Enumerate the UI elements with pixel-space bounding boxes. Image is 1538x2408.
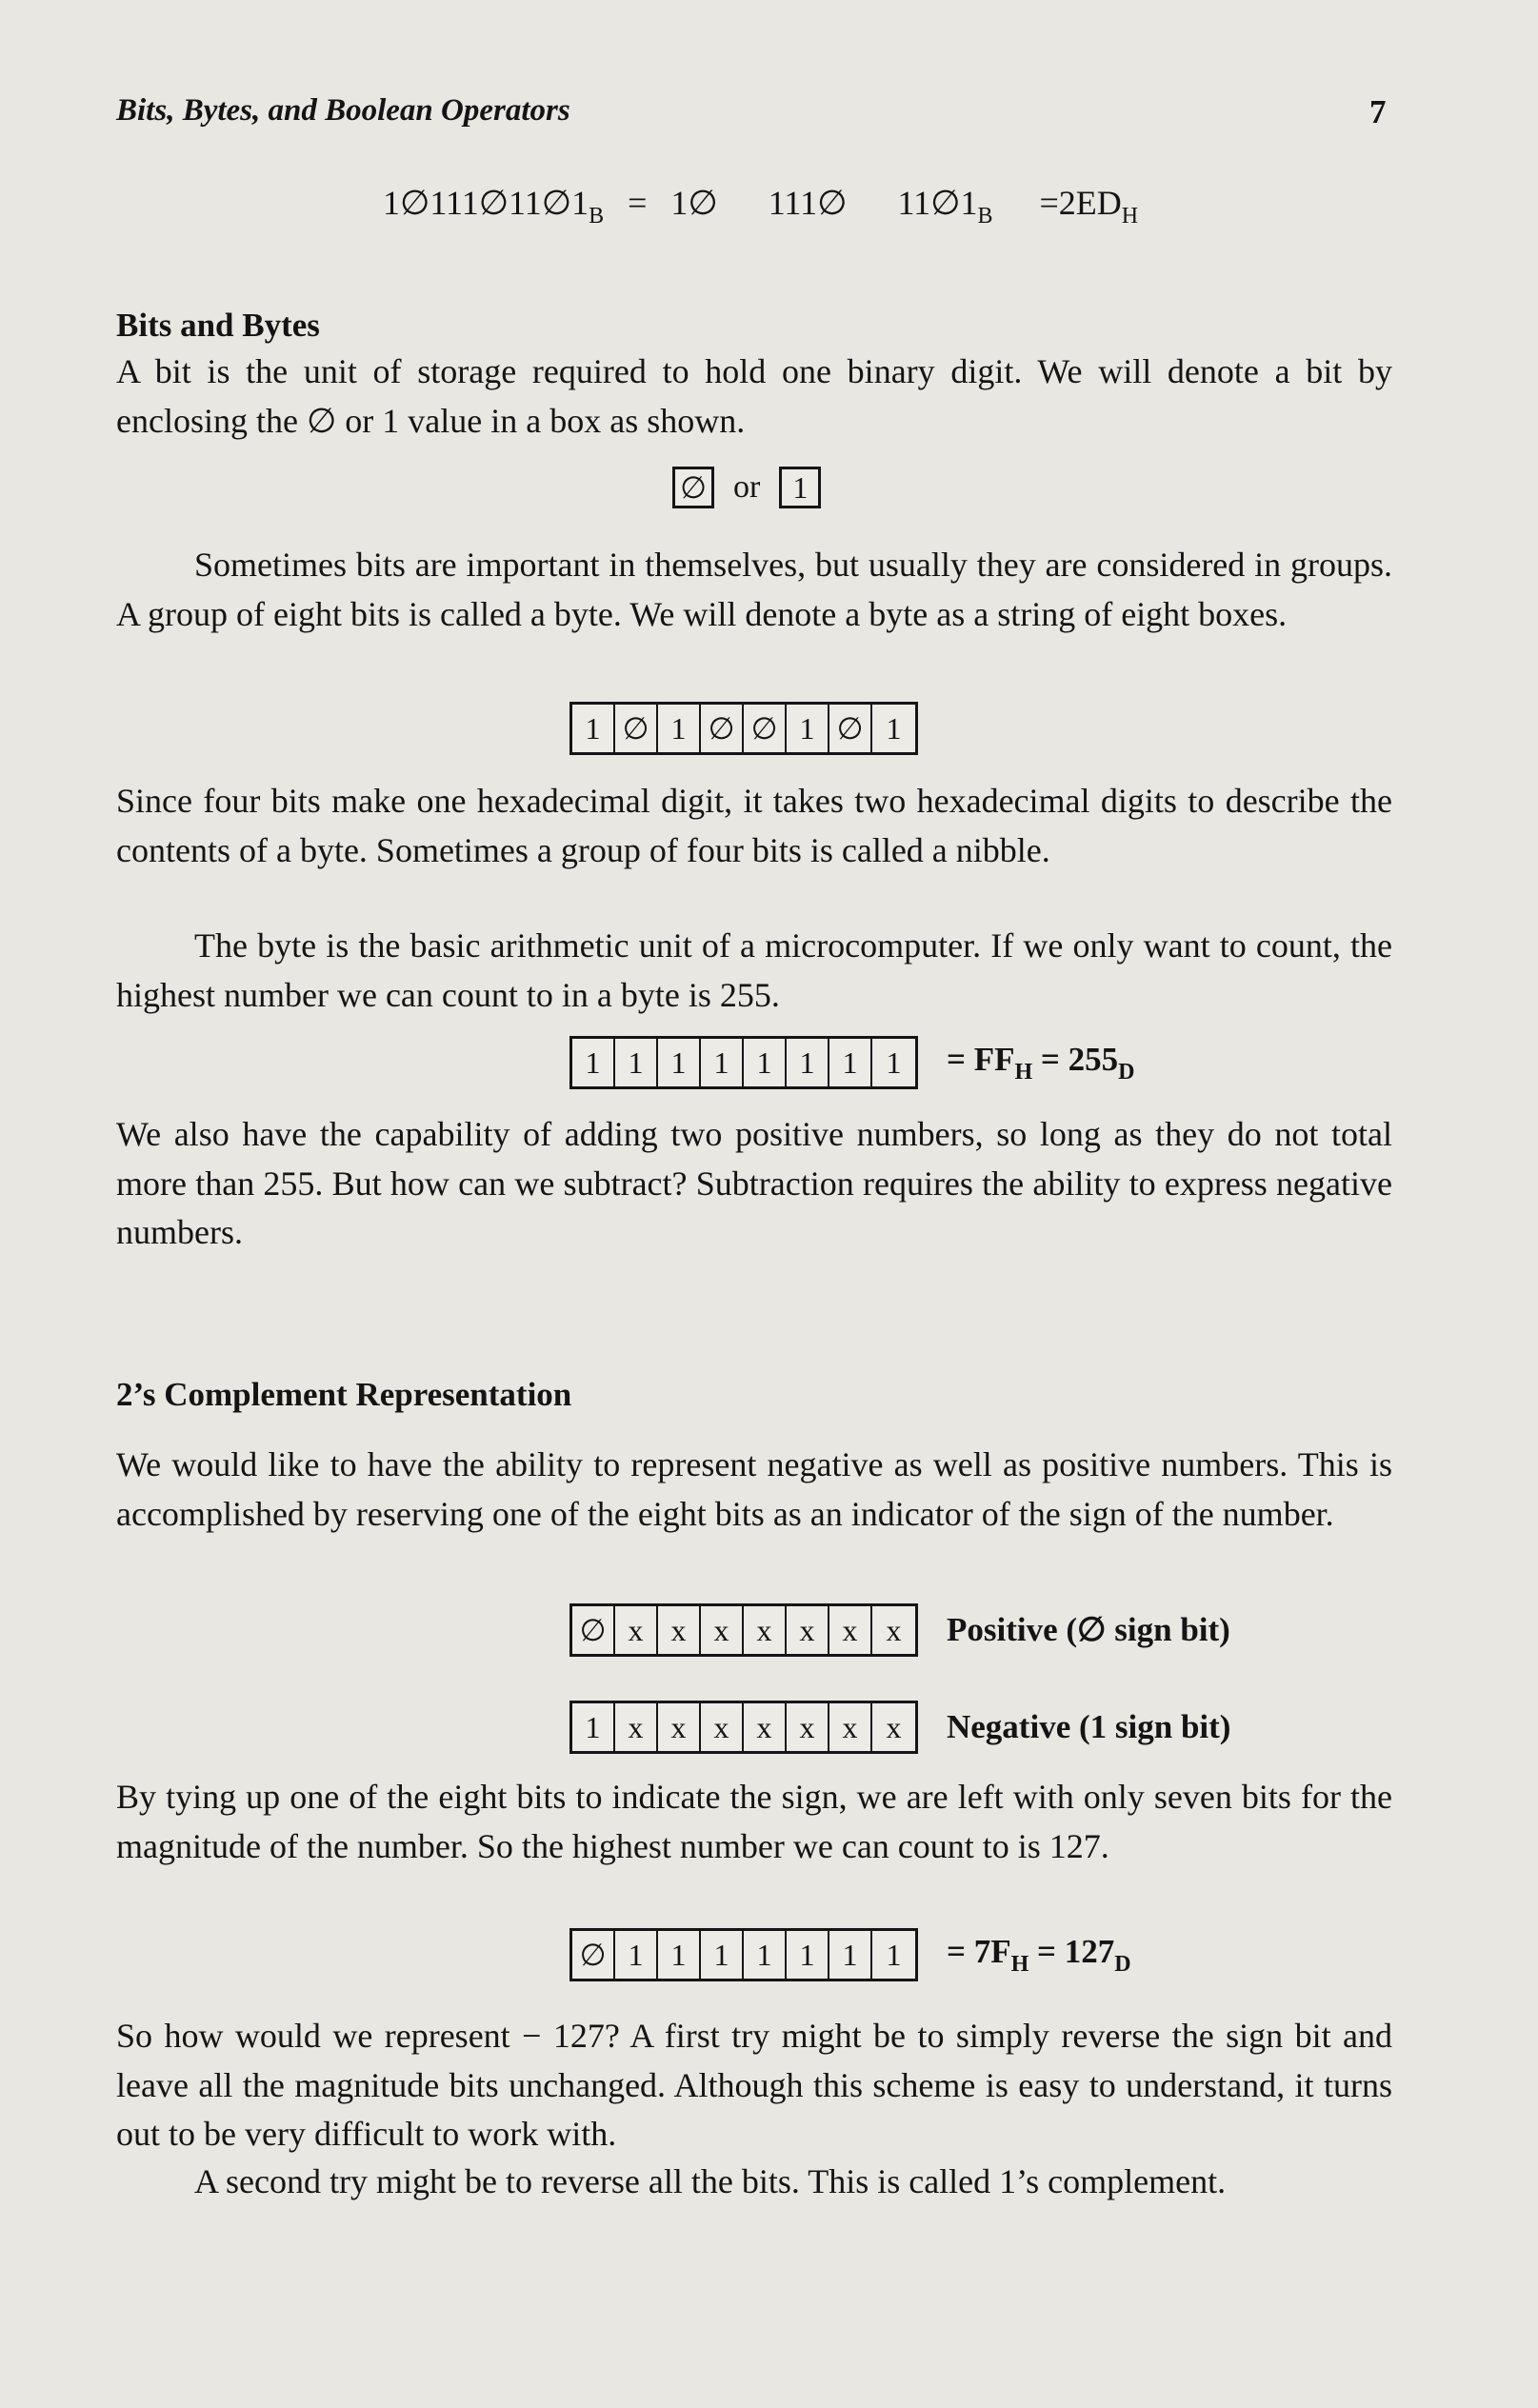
running-title: Bits, Bytes, and Boolean Operators	[116, 93, 570, 128]
bit-cell: 1	[829, 1039, 872, 1086]
paragraph-bit-definition: A bit is the unit of storage required to hold one binary digit. We will denote a bit by enclosing the ∅ or 1 value in a box as shown.	[116, 352, 1392, 440]
or-word: or	[733, 469, 761, 505]
equals-sign: =	[628, 184, 648, 222]
max-positive-byte	[569, 1928, 918, 1981]
decimal-255: = 255	[1032, 1040, 1119, 1078]
bit-cell: x	[787, 1606, 829, 1654]
bit-box-examples	[672, 467, 821, 508]
binary-group-1: 1∅	[670, 184, 718, 222]
bit-cell: 1	[787, 705, 829, 752]
bit-cell: ∅	[701, 705, 744, 752]
hex-7f-subscript: H	[1010, 1951, 1029, 1977]
positive-byte-row	[569, 1603, 1230, 1657]
max-byte-row	[569, 1036, 1134, 1089]
hex-result: =2ED	[1039, 184, 1122, 222]
decimal-127: = 127	[1029, 1932, 1115, 1970]
positive-label: Positive (∅ sign bit)	[947, 1611, 1230, 1648]
bit-cell: 1	[886, 1045, 902, 1080]
hex-ff-subscript: H	[1014, 1059, 1033, 1085]
bit-cell: 1	[886, 1938, 902, 1972]
bit-cell: ∅	[615, 705, 658, 752]
negative-byte-row	[569, 1701, 1230, 1754]
byte-example-row	[569, 702, 918, 755]
bit-cell: x	[615, 1606, 658, 1654]
bit-cell: 1	[744, 1039, 787, 1086]
bit-cell: ∅	[572, 1931, 615, 1979]
positive-byte	[569, 1603, 918, 1657]
bit-cell: ∅	[572, 1606, 615, 1654]
paragraph-negative-127: So how would we represent − 127? A first try might be to simply reverse the sign bit and leave all the magnitude bits unchanged. Although this scheme is easy to understand, it turns out to be very difficult to work with.	[116, 2017, 1392, 2153]
bit-cell: x	[701, 1606, 744, 1654]
section-heading-bits-bytes: Bits and Bytes	[116, 307, 320, 344]
paragraph-subtraction: We also have the capability of adding two positive numbers, so long as they do not total more than 255. But how can we subtract? Subtraction requires the ability to express negative numbers.	[116, 1115, 1392, 1251]
bit-cell: 1	[701, 1039, 744, 1086]
max-byte	[569, 1036, 918, 1089]
binary-group-3: 11∅1	[897, 184, 978, 222]
hex-7f: = 7F	[947, 1932, 1011, 1970]
decimal-127-subscript: D	[1114, 1951, 1131, 1977]
bit-cell: x	[658, 1703, 701, 1751]
bit-cell: 1	[615, 1039, 658, 1086]
bit-cell: 1	[658, 1931, 701, 1979]
bit-cell: x	[744, 1606, 787, 1654]
negative-label: Negative (1 sign bit)	[947, 1708, 1231, 1745]
bit-cell: x	[829, 1703, 872, 1751]
bit-cell: x	[787, 1703, 829, 1751]
bit-cell: ∅	[744, 705, 787, 752]
max-positive-equation	[947, 1933, 1131, 1978]
bit-cell: 1	[615, 1931, 658, 1979]
bit-cell: 1	[658, 705, 701, 752]
binary-to-hex-equation	[383, 183, 1138, 229]
max-positive-row	[569, 1928, 1131, 1981]
bit-cell: 1	[572, 1039, 615, 1086]
bit-box-zero: ∅	[672, 467, 714, 508]
bit-cell: x	[658, 1606, 701, 1654]
bit-cell: 1	[572, 705, 615, 752]
hex-ff: = FF	[947, 1040, 1015, 1078]
bit-cell: 1	[572, 1703, 615, 1751]
section-heading-twos-complement: 2’s Complement Representation	[116, 1376, 572, 1413]
binary-group-2: 111∅	[768, 184, 848, 222]
bit-cell: x	[744, 1703, 787, 1751]
paragraph-magnitude: By tying up one of the eight bits to indicate the sign, we are left with only seven bits for the magnitude of the number. So the highest number we can count to is 127.	[116, 1778, 1392, 1865]
paragraph-byte-definition: Sometimes bits are important in themselves, but usually they are considered in groups. A group of eight bits is called a byte. We will denote a byte as a string of eight boxes.	[116, 546, 1392, 633]
bit-cell: 1	[701, 1931, 744, 1979]
byte-example	[569, 702, 918, 755]
bit-cell: x	[886, 1710, 902, 1744]
bit-cell: 1	[886, 711, 902, 746]
paragraph-byte-count: The byte is the basic arithmetic unit of a microcomputer. If we only want to count, the highest number we can count to in a byte is 255.	[116, 926, 1392, 1014]
binary-value: 1∅111∅11∅1	[383, 184, 589, 222]
hex-subscript: H	[1121, 204, 1139, 229]
binary-subscript: B	[589, 204, 605, 229]
negative-byte	[569, 1701, 918, 1754]
bit-cell: x	[615, 1703, 658, 1751]
bit-cell: x	[829, 1606, 872, 1654]
max-byte-equation	[947, 1041, 1134, 1085]
paragraph-nibble: Since four bits make one hexadecimal digit, it takes two hexadecimal digits to describe the contents of a byte. Sometimes a group of four bits is called a nibble.	[116, 782, 1392, 869]
page-number: 7	[1369, 93, 1387, 130]
bit-cell: 1	[787, 1931, 829, 1979]
bit-cell: 1	[787, 1039, 829, 1086]
paragraph-ones-complement: A second try might be to reverse all the bits. This is called 1’s complement.	[194, 2162, 1227, 2200]
decimal-255-subscript: D	[1118, 1059, 1135, 1085]
bit-cell: x	[701, 1703, 744, 1751]
bit-cell: ∅	[829, 705, 872, 752]
bit-box-one: 1	[779, 467, 821, 508]
binary-group-subscript: B	[977, 204, 993, 229]
bit-cell: 1	[829, 1931, 872, 1979]
bit-cell: 1	[658, 1039, 701, 1086]
bit-cell: x	[886, 1613, 902, 1647]
paragraph-sign-bit: We would like to have the ability to represent negative as well as positive numbers. This is accomplished by reserving one of the eight bits as an indicator of the sign of the number.	[116, 1445, 1392, 1533]
bit-cell: 1	[744, 1931, 787, 1979]
